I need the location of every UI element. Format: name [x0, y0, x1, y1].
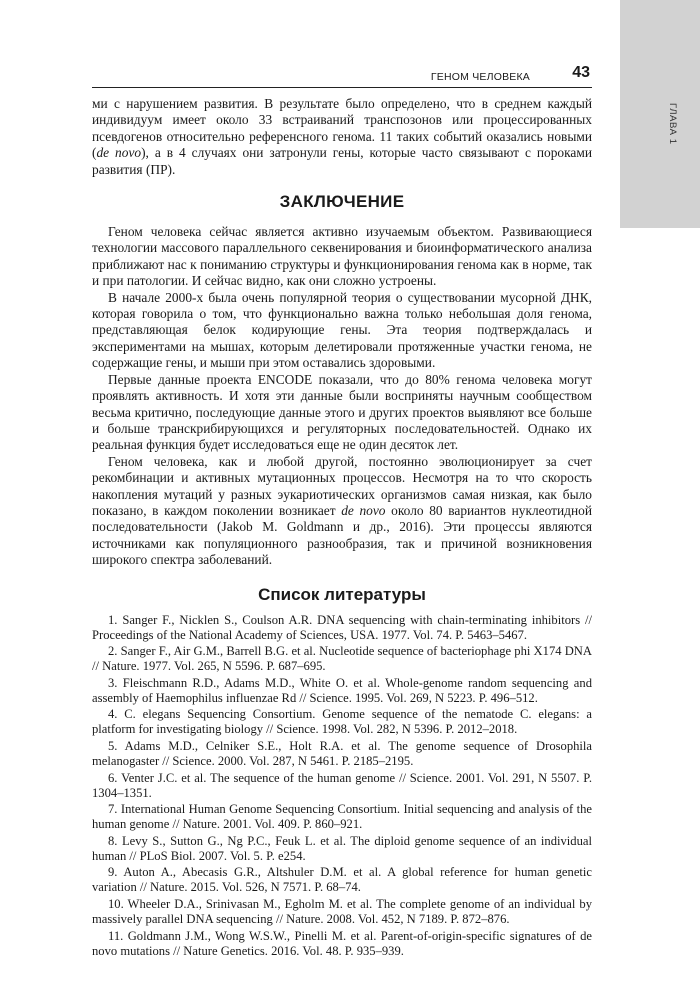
reference-item: 7. International Human Genome Sequencing Consortium. Initial sequencing and analysis of the human genome // Nature. 2001. Vol. 409. P. 860–921. [92, 802, 592, 832]
header-rule [92, 87, 592, 88]
chapter-label: ГЛАВА 1 [667, 103, 678, 145]
reference-list [92, 613, 592, 959]
reference-item: 9. Auton A., Abecasis G.R., Altshuler D.M. et al. A global reference for human genetic variation // Nature. 2015. Vol. 526, N 7571. P. 68–74. [92, 865, 592, 895]
conclusion-heading: ЗАКЛЮЧЕНИЕ [279, 192, 405, 212]
references-heading: Список литературы [258, 584, 426, 604]
running-title: ГЕНОМ ЧЕЛОВЕКА [430, 71, 530, 83]
conclusion-paragraph-3: Первые данные проекта ENCODE показали, что до 80% генома человека могут проявлять активность. И хотя эти данные были восприняты научным сообществом весьма критично, последующие данные этого и других проектов выявляют все больше и больше транскрибирующихся и регуляторных последовательностей. Однако их реальная функция будет исследоваться еще не один десяток лет. [92, 371, 592, 453]
running-header [92, 64, 592, 88]
page-number: 43 [572, 64, 590, 81]
reference-item: 6. Venter J.C. et al. The sequence of the human genome // Science. 2001. Vol. 291, N 5507. P. 1304–1351. [92, 770, 592, 800]
reference-item: 3. Fleischmann R.D., Adams M.D., White O. et al. Whole-genome random sequencing and assembly of Haemophilus influenzae Rd // Science. 1995. Vol. 269, N 5223. P. 496–512. [92, 675, 592, 705]
reference-item: 4. C. elegans Sequencing Consortium. Genome sequence of the nematode C. elegans: a platform for investigating biology // Science. 1998. Vol. 282, N 5396. P. 2012–2018. [92, 707, 592, 737]
reference-item: 2. Sanger F., Air G.M., Barrell B.G. et al. Nucleotide sequence of bacteriophage phi X174 DNA // Nature. 1977. Vol. 265, N 5596. P. 687–695. [92, 644, 592, 674]
reference-item: 1. Sanger F., Nicklen S., Coulson A.R. DNA sequencing with chain-terminating inhibitors // Proceedings of the National Academy of Sciences, USA. 1977. Vol. 74. P. 5463–5467. [92, 612, 592, 642]
reference-item: 8. Levy S., Sutton G., Ng P.C., Feuk L. et al. The diploid genome sequence of an individual human // PLoS Biol. 2007. Vol. 5. P. e254. [92, 833, 592, 863]
reference-item: 5. Adams M.D., Celniker S.E., Holt R.A. et al. The genome sequence of Drosophila melanogaster // Science. 2000. Vol. 287, N 5461. P. 2185–2195. [92, 738, 592, 768]
conclusion-paragraph-2: В начале 2000-х была очень популярной теория о существовании мусорной ДНК, которая говорила о том, что функционально важна только небольшая доля генома, представляющая белок кодирующие гены. Эта теория подтверждалась и экспериментами на мышах, которым делетировали протяженные участки генома, не содержащие гены, и мыши при этом оставались здоровыми. [92, 289, 592, 371]
conclusion-paragraph-1: Геном человека сейчас является активно изучаемым объектом. Развивающиеся технологии массового параллельного секвенирования и биоинформатического анализа приближают нас к пониманию структуры и функционирования генома как в норме, так и при патологии. И сейчас видно, как они сложно устроены. [92, 224, 592, 289]
page-content [92, 96, 592, 960]
reference-item: 11. Goldmann J.M., Wong W.S.W., Pinelli M. et al. Parent-of-origin-specific signatures of de novo mutations // Nature Genetics. 2016. Vol. 48. P. 935–939. [92, 928, 592, 958]
conclusion-paragraph-4: Геном человека, как и любой другой, постоянно эволюционирует за счет рекомбинации и активных мутационных процессов. Несмотря на то что скорость накопления мутаций у разных эукариотических организмов самая низкая, как было показано, в каждом поколении возникает de novo около 80 вариантов нуклеотидной последовательности (Jakob M. Goldmann и др., 2016). Эти процессы являются источниками как популяционного разнообразия, так и причиной возникновения широкого спектра заболеваний. [92, 453, 592, 568]
reference-item: 10. Wheeler D.A., Srinivasan M., Egholm M. et al. The complete genome of an individual by massively parallel DNA sequencing // Nature. 2008. Vol. 452, N 7189. P. 872–876. [92, 896, 592, 926]
intro-paragraph: ми с нарушением развития. В результате было определено, что в среднем каждый индивидуум имеет около 33 встраиваний транспозонов или процессированных псевдогенов относительно референсного генома. 11 таких событий оказались новыми (de novo), а в 4 случаях они затронули гены, которые часто связывают с пороками развития (ПР). [92, 96, 592, 177]
